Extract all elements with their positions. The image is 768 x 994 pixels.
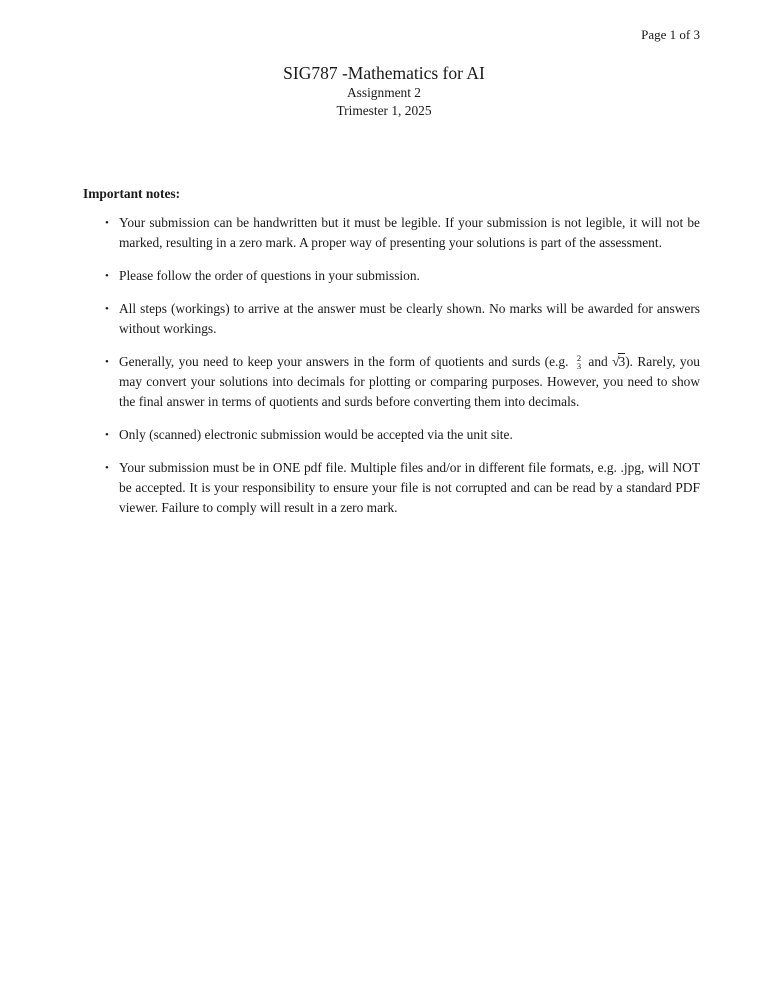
page-number: Page 1 of 3: [641, 27, 700, 42]
bullet-icon: •: [105, 270, 109, 282]
bullet-icon: •: [105, 462, 109, 474]
document-title: SIG787 -Mathematics for AI: [283, 63, 485, 83]
note-text-between: and: [588, 354, 608, 369]
note-item: [105, 299, 700, 339]
note-item: [105, 266, 700, 286]
note-text: Your submission must be in ONE pdf file. Multiple files and/or in different file formats, e.g. .jpg, will NOT be accepted. It is your responsibility to ensure your file is not corrupted and can be read by a standard PDF viewer. Failure to comply will result in a zero mark.: [119, 460, 700, 515]
note-item: [105, 213, 700, 253]
title-block: [0, 62, 768, 120]
bullet-icon: •: [105, 303, 109, 315]
bullet-icon: •: [105, 217, 109, 229]
notes-list: [0, 213, 768, 531]
fraction-denominator: 3: [576, 360, 582, 371]
note-text: Only (scanned) electronic submission would be accepted via the unit site.: [119, 427, 513, 442]
note-text-after: ). Rarely, you may convert your solutions into decimals for plotting or comparing purposes. However, you need to show the final answer in terms of quotients and surds before converting them into decimals.: [119, 354, 700, 409]
note-text: Your submission can be handwritten but it must be legible. If your submission is not legible, it will not be marked, resulting in a zero mark. A proper way of presenting your solutions is part of the assessment.: [119, 215, 700, 250]
term-label: Trimester 1, 2025: [336, 103, 432, 118]
bullet-icon: •: [105, 356, 109, 368]
note-item: [105, 458, 700, 518]
square-root: [612, 352, 625, 372]
sqrt-icon: √: [612, 354, 620, 369]
notes-heading: Important notes:: [83, 186, 181, 201]
note-item: [105, 425, 700, 445]
note-item: [105, 352, 700, 412]
fraction-numerator: 2: [576, 352, 582, 363]
bullet-icon: •: [105, 429, 109, 441]
note-text-before-fraction: Generally, you need to keep your answers in the form of quotients and surds (e.g.: [119, 354, 569, 369]
note-text: Please follow the order of questions in your submission.: [119, 268, 420, 283]
note-text: All steps (workings) to arrive at the answer must be clearly shown. No marks will be awarded for answers without workings.: [119, 301, 700, 336]
assignment-label: Assignment 2: [346, 85, 422, 100]
fraction: [577, 354, 581, 370]
sqrt-radicand: 3: [618, 354, 626, 369]
